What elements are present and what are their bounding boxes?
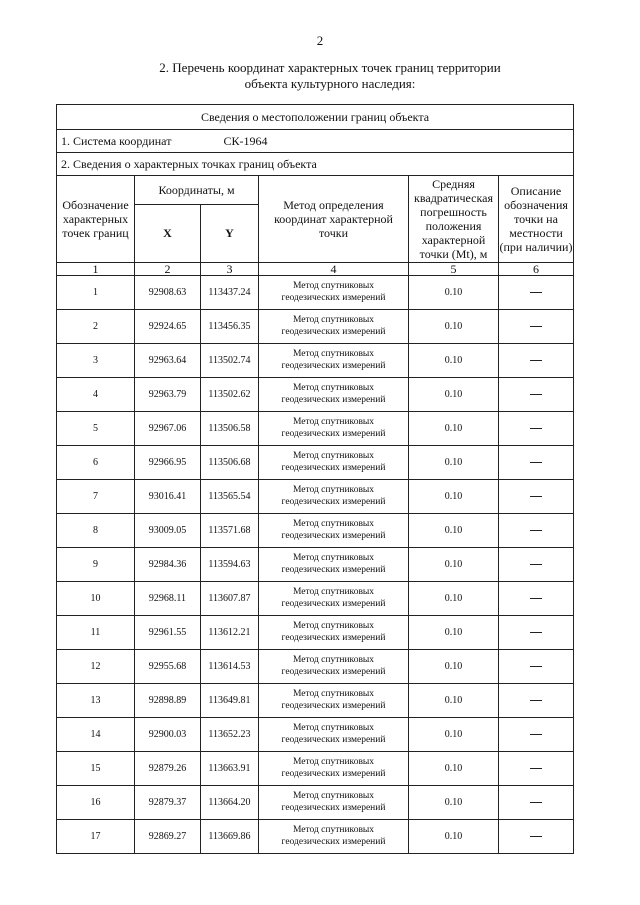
y-coordinate-cell: 113506.68	[201, 446, 259, 480]
description-cell	[499, 650, 574, 684]
y-coordinate-cell: 113456.35	[201, 310, 259, 344]
table-row	[57, 786, 574, 820]
x-coordinate-cell: 92984.36	[135, 548, 201, 582]
table-row	[57, 582, 574, 616]
method-line-1: Метод спутниковых	[292, 621, 375, 631]
description-cell	[499, 684, 574, 718]
method-cell	[259, 446, 409, 480]
x-coordinate-cell: 92961.55	[135, 616, 201, 650]
table-row	[57, 650, 574, 684]
method-line-1: Метод спутниковых	[292, 519, 375, 529]
table-main-header: Сведения о местоположении границ объекта	[57, 105, 574, 130]
dash-mark	[530, 530, 542, 531]
x-coordinate-cell: 92963.79	[135, 378, 201, 412]
method-line-2: геодезических измерений	[281, 462, 386, 473]
method-line-1: Метод спутниковых	[292, 315, 375, 325]
method-line-2: геодезических измерений	[281, 700, 386, 711]
point-number-cell: 11	[57, 616, 135, 650]
method-line-1: Метод спутниковых	[292, 485, 375, 495]
dash-mark	[530, 734, 542, 735]
accuracy-cell: 0.10	[409, 446, 499, 480]
x-coordinate-cell: 92898.89	[135, 684, 201, 718]
accuracy-cell: 0.10	[409, 310, 499, 344]
y-coordinate-cell: 113649.81	[201, 684, 259, 718]
table-row	[57, 276, 574, 310]
column-number: 4	[259, 263, 409, 276]
dash-mark	[530, 326, 542, 327]
y-coordinate-cell: 113669.86	[201, 820, 259, 854]
point-number-cell: 12	[57, 650, 135, 684]
dash-mark	[530, 394, 542, 395]
method-line-2: геодезических измерений	[281, 394, 386, 405]
description-cell	[499, 412, 574, 446]
point-number-cell: 3	[57, 344, 135, 378]
accuracy-cell: 0.10	[409, 344, 499, 378]
table-row	[57, 514, 574, 548]
coordinates-table	[56, 104, 574, 854]
x-coordinate-cell: 93016.41	[135, 480, 201, 514]
points-heading: 2. Сведения о характерных точках границ объекта	[57, 153, 574, 176]
method-cell	[259, 548, 409, 582]
table-row	[57, 378, 574, 412]
description-cell	[499, 582, 574, 616]
method-line-1: Метод спутниковых	[292, 417, 375, 427]
method-cell	[259, 582, 409, 616]
col-header-designation: Обозначение характерных точек границ	[57, 176, 135, 263]
x-coordinate-cell: 92966.95	[135, 446, 201, 480]
method-line-2: геодезических измерений	[281, 802, 386, 813]
column-number: 1	[57, 263, 135, 276]
method-cell	[259, 820, 409, 854]
point-number-cell: 15	[57, 752, 135, 786]
method-cell	[259, 752, 409, 786]
dash-mark	[530, 292, 542, 293]
accuracy-cell: 0.10	[409, 514, 499, 548]
dash-mark	[530, 632, 542, 633]
method-cell	[259, 718, 409, 752]
x-coordinate-cell: 92963.64	[135, 344, 201, 378]
page-number: 2	[316, 33, 324, 48]
description-cell	[499, 276, 574, 310]
method-line-2: геодезических измерений	[281, 564, 386, 575]
column-number: 2	[135, 263, 201, 276]
dash-mark	[530, 496, 542, 497]
point-number-cell: 16	[57, 786, 135, 820]
accuracy-cell: 0.10	[409, 412, 499, 446]
dash-mark	[530, 360, 542, 361]
accuracy-cell: 0.10	[409, 718, 499, 752]
point-number-cell: 4	[57, 378, 135, 412]
method-cell	[259, 276, 409, 310]
method-line-2: геодезических измерений	[281, 598, 386, 609]
accuracy-cell: 0.10	[409, 480, 499, 514]
y-coordinate-cell: 113664.20	[201, 786, 259, 820]
y-coordinate-cell: 113502.62	[201, 378, 259, 412]
col-header-description: Описание обозначения точки на местности (при наличии)	[499, 176, 574, 263]
description-cell	[499, 718, 574, 752]
method-line-1: Метод спутниковых	[292, 757, 375, 767]
x-coordinate-cell: 92967.06	[135, 412, 201, 446]
method-cell	[259, 514, 409, 548]
dash-mark	[530, 700, 542, 701]
column-number: 6	[499, 263, 574, 276]
description-cell	[499, 480, 574, 514]
method-line-2: геодезических измерений	[281, 292, 386, 303]
table-row	[57, 412, 574, 446]
method-line-1: Метод спутниковых	[292, 451, 375, 461]
x-coordinate-cell: 92968.11	[135, 582, 201, 616]
table-row	[57, 752, 574, 786]
method-cell	[259, 786, 409, 820]
accuracy-cell: 0.10	[409, 684, 499, 718]
point-number-cell: 14	[57, 718, 135, 752]
method-line-2: геодезических измерений	[281, 836, 386, 847]
col-header-y: Y	[201, 205, 259, 263]
description-cell	[499, 310, 574, 344]
accuracy-cell: 0.10	[409, 616, 499, 650]
point-number-cell: 5	[57, 412, 135, 446]
table-row	[57, 684, 574, 718]
coordinate-system-label: 1. Система координат	[61, 133, 172, 148]
x-coordinate-cell: 92879.37	[135, 786, 201, 820]
dash-mark	[530, 666, 542, 667]
y-coordinate-cell: 113594.63	[201, 548, 259, 582]
method-cell	[259, 344, 409, 378]
method-cell	[259, 412, 409, 446]
dash-mark	[530, 802, 542, 803]
y-coordinate-cell: 113502.74	[201, 344, 259, 378]
method-line-2: геодезических измерений	[281, 632, 386, 643]
x-coordinate-cell: 92879.26	[135, 752, 201, 786]
col-header-accuracy: Средняя квадратическая погрешность положения характерной точки (Mt), м	[409, 176, 499, 263]
y-coordinate-cell: 113571.68	[201, 514, 259, 548]
method-cell	[259, 650, 409, 684]
table-row	[57, 616, 574, 650]
dash-mark	[530, 462, 542, 463]
dash-mark	[530, 564, 542, 565]
method-line-1: Метод спутниковых	[292, 281, 375, 291]
method-line-2: геодезических измерений	[281, 326, 386, 337]
point-number-cell: 8	[57, 514, 135, 548]
description-cell	[499, 786, 574, 820]
point-number-cell: 17	[57, 820, 135, 854]
method-line-2: геодезических измерений	[281, 768, 386, 779]
accuracy-cell: 0.10	[409, 752, 499, 786]
method-line-1: Метод спутниковых	[292, 825, 375, 835]
col-header-method: Метод определения координат характерной точки	[259, 176, 409, 263]
description-cell	[499, 752, 574, 786]
point-number-cell: 10	[57, 582, 135, 616]
accuracy-cell: 0.10	[409, 820, 499, 854]
column-number: 5	[409, 263, 499, 276]
y-coordinate-cell: 113607.87	[201, 582, 259, 616]
col-header-x: X	[135, 205, 201, 263]
table-row	[57, 820, 574, 854]
accuracy-cell: 0.10	[409, 650, 499, 684]
point-number-cell: 1	[57, 276, 135, 310]
dash-mark	[530, 428, 542, 429]
x-coordinate-cell: 92908.63	[135, 276, 201, 310]
x-coordinate-cell: 92924.65	[135, 310, 201, 344]
title-line-2: объекта культурного наследия:	[244, 76, 416, 91]
x-coordinate-cell: 92869.27	[135, 820, 201, 854]
description-cell	[499, 344, 574, 378]
accuracy-cell: 0.10	[409, 548, 499, 582]
x-coordinate-cell: 92900.03	[135, 718, 201, 752]
method-line-1: Метод спутниковых	[292, 723, 375, 733]
table-row	[57, 548, 574, 582]
point-number-cell: 7	[57, 480, 135, 514]
description-cell	[499, 548, 574, 582]
method-line-2: геодезических измерений	[281, 666, 386, 677]
point-number-cell: 2	[57, 310, 135, 344]
method-line-2: геодезических измерений	[281, 530, 386, 541]
column-number: 3	[201, 263, 259, 276]
method-line-2: геодезических измерений	[281, 360, 386, 371]
method-cell	[259, 480, 409, 514]
y-coordinate-cell: 113437.24	[201, 276, 259, 310]
point-number-cell: 13	[57, 684, 135, 718]
col-header-coordinates: Координаты, м	[135, 176, 259, 205]
x-coordinate-cell: 92955.68	[135, 650, 201, 684]
x-coordinate-cell: 93009.05	[135, 514, 201, 548]
method-line-1: Метод спутниковых	[292, 349, 375, 359]
table-row	[57, 480, 574, 514]
description-cell	[499, 446, 574, 480]
method-cell	[259, 378, 409, 412]
accuracy-cell: 0.10	[409, 378, 499, 412]
method-line-1: Метод спутниковых	[292, 383, 375, 393]
accuracy-cell: 0.10	[409, 786, 499, 820]
y-coordinate-cell: 113506.58	[201, 412, 259, 446]
coordinate-system-row	[57, 130, 574, 153]
method-line-1: Метод спутниковых	[292, 689, 375, 699]
description-cell	[499, 378, 574, 412]
coordinate-system-value: СК-1964	[223, 133, 268, 148]
point-number-cell: 9	[57, 548, 135, 582]
method-line-2: геодезических измерений	[281, 734, 386, 745]
description-cell	[499, 616, 574, 650]
method-cell	[259, 616, 409, 650]
document-title	[120, 60, 540, 92]
method-cell	[259, 310, 409, 344]
y-coordinate-cell: 113652.23	[201, 718, 259, 752]
method-line-2: геодезических измерений	[281, 496, 386, 507]
accuracy-cell: 0.10	[409, 276, 499, 310]
description-cell	[499, 514, 574, 548]
table-row	[57, 446, 574, 480]
dash-mark	[530, 836, 542, 837]
table-row	[57, 718, 574, 752]
accuracy-cell: 0.10	[409, 582, 499, 616]
method-line-2: геодезических измерений	[281, 428, 386, 439]
dash-mark	[530, 598, 542, 599]
y-coordinate-cell: 113614.53	[201, 650, 259, 684]
title-line-1: 2. Перечень координат характерных точек границ территории	[159, 60, 501, 75]
method-line-1: Метод спутниковых	[292, 553, 375, 563]
table-row	[57, 344, 574, 378]
point-number-cell: 6	[57, 446, 135, 480]
y-coordinate-cell: 113612.21	[201, 616, 259, 650]
method-line-1: Метод спутниковых	[292, 655, 375, 665]
y-coordinate-cell: 113663.91	[201, 752, 259, 786]
y-coordinate-cell: 113565.54	[201, 480, 259, 514]
dash-mark	[530, 768, 542, 769]
description-cell	[499, 820, 574, 854]
method-cell	[259, 684, 409, 718]
table-row	[57, 310, 574, 344]
method-line-1: Метод спутниковых	[292, 791, 375, 801]
method-line-1: Метод спутниковых	[292, 587, 375, 597]
